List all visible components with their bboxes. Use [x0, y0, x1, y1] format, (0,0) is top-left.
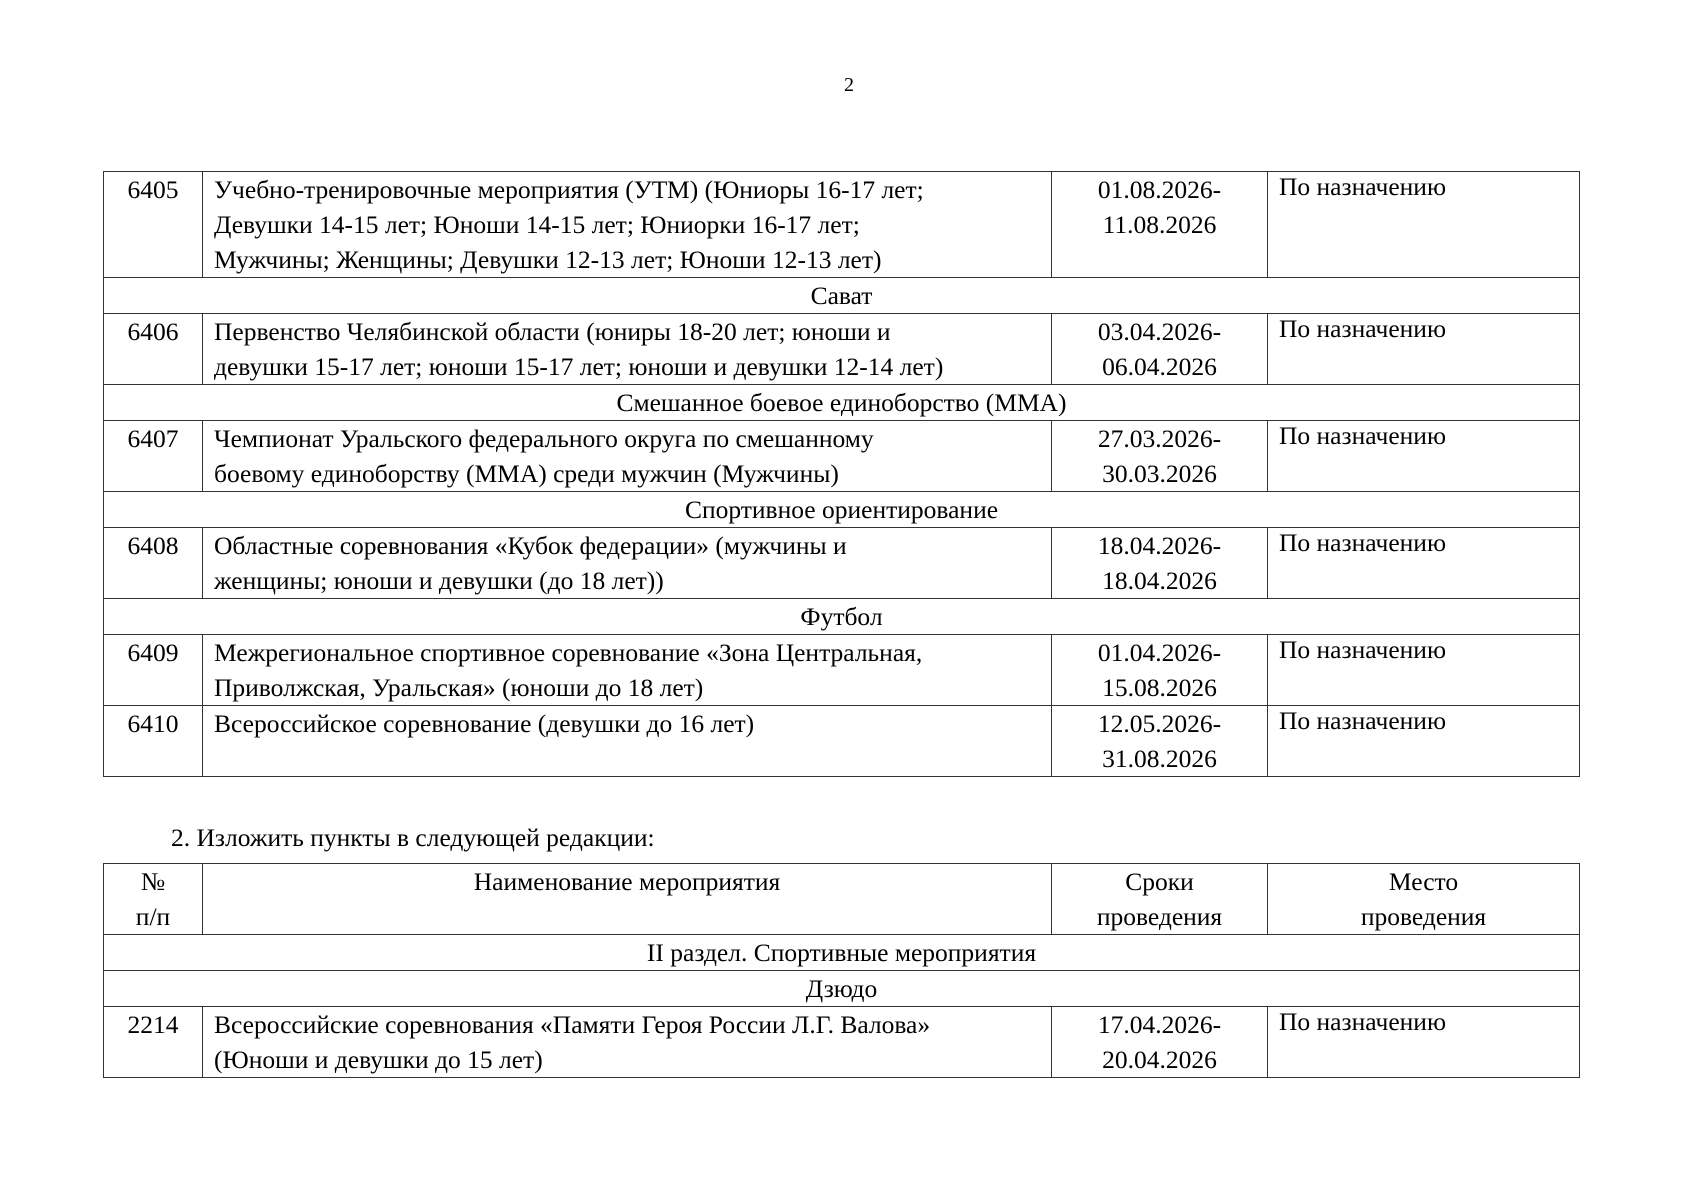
event-place: [1268, 635, 1580, 706]
header-date-line: Сроки: [1125, 867, 1194, 896]
event-name-line: Межрегиональное спортивное соревнование «Зона Центральная,: [214, 638, 923, 667]
event-name-line: Чемпионат Уральского федерального округа по смешанному: [214, 424, 874, 453]
table-row: [104, 528, 1580, 599]
event-dates: [1052, 706, 1268, 777]
section-row: [104, 971, 1580, 1007]
table-row: [104, 421, 1580, 492]
events-table-body: [104, 172, 1580, 777]
event-name: [203, 635, 1052, 706]
event-place-text: По назначению: [1279, 1007, 1447, 1036]
header-place-line: Место: [1388, 867, 1459, 896]
event-dates: [1052, 528, 1268, 599]
event-date-line: 11.08.2026: [1102, 210, 1217, 239]
table-row: [104, 706, 1580, 777]
event-name-line: Девушки 14-15 лет; Юноши 14-15 лет; Юниорки 16-17 лет;: [214, 210, 860, 239]
event-name-line: Первенство Челябинской области (юниры 18-20 лет; юноши и: [214, 317, 891, 346]
event-place-text: По назначению: [1279, 421, 1447, 450]
header-num: [104, 864, 203, 935]
event-number: 6405: [104, 172, 203, 278]
event-name-line: Всероссийское соревнование (девушки до 16 лет): [214, 709, 755, 738]
event-name-line: Мужчины; Женщины; Девушки 12-13 лет; Юноши 12-13 лет): [214, 245, 882, 274]
header-num-line: п/п: [135, 902, 171, 931]
amendment-paragraph: 2. Изложить пункты в следующей редакции:: [171, 823, 655, 852]
event-place-text: По назначению: [1279, 528, 1447, 557]
event-name-line: (Юноши и девушки до 15 лет): [214, 1045, 543, 1074]
event-place: [1268, 421, 1580, 492]
event-name-line: боевому единоборству (ММА) среди мужчин (Мужчины): [214, 459, 839, 488]
amended-events-table: [103, 863, 1580, 1078]
event-number: 6408: [104, 528, 203, 599]
section-row: [104, 492, 1580, 528]
event-place: [1268, 706, 1580, 777]
event-place-text: По назначению: [1279, 172, 1447, 201]
event-number: 6410: [104, 706, 203, 777]
section-row: [104, 278, 1580, 314]
event-name-line: девушки 15-17 лет; юноши 15-17 лет; юноши и девушки 12-14 лет): [214, 352, 944, 381]
section-row: [104, 935, 1580, 971]
event-date-line: 15.08.2026: [1102, 673, 1217, 702]
section-title: Дзюдо: [104, 971, 1580, 1007]
event-date-line: 17.04.2026-: [1097, 1010, 1222, 1039]
table-row: [104, 314, 1580, 385]
event-name: [203, 172, 1052, 278]
header-num-line: №: [140, 867, 166, 896]
section-title: II раздел. Спортивные мероприятия: [104, 935, 1580, 971]
event-dates: [1052, 172, 1268, 278]
event-name: [203, 706, 1052, 777]
event-date-line: 01.08.2026-: [1097, 175, 1222, 204]
table-row: [104, 172, 1580, 278]
event-date-line: 01.04.2026-: [1097, 638, 1222, 667]
table-header-row: [104, 864, 1580, 935]
event-place-text: По назначению: [1279, 635, 1447, 664]
section-row: [104, 599, 1580, 635]
event-name-line: Всероссийские соревнования «Памяти Героя России Л.Г. Валова»: [214, 1010, 931, 1039]
event-place: [1268, 528, 1580, 599]
event-place: [1268, 1007, 1580, 1078]
events-table: [103, 171, 1580, 777]
event-date-line: 18.04.2026-: [1097, 531, 1222, 560]
event-number: 6406: [104, 314, 203, 385]
event-name: [203, 314, 1052, 385]
event-name: [203, 421, 1052, 492]
amended-events-table-body: [104, 935, 1580, 1078]
section-row: [104, 385, 1580, 421]
header-date-line: проведения: [1096, 902, 1223, 931]
event-date-line: 03.04.2026-: [1097, 317, 1222, 346]
event-place-text: По назначению: [1279, 706, 1447, 735]
event-dates: [1052, 1007, 1268, 1078]
table-row: [104, 1007, 1580, 1078]
event-date-line: 27.03.2026-: [1097, 424, 1222, 453]
event-name: [203, 528, 1052, 599]
event-number: 6409: [104, 635, 203, 706]
event-name: [203, 1007, 1052, 1078]
section-title: Спортивное ориентирование: [104, 492, 1580, 528]
event-place-text: По назначению: [1279, 314, 1447, 343]
event-place: [1268, 314, 1580, 385]
section-title: Футбол: [104, 599, 1580, 635]
section-title: Сават: [104, 278, 1580, 314]
event-date-line: 06.04.2026: [1102, 352, 1217, 381]
event-date-line: 12.05.2026-: [1097, 709, 1222, 738]
header-date: [1052, 864, 1268, 935]
event-dates: [1052, 314, 1268, 385]
table-row: [104, 635, 1580, 706]
event-name-line: Учебно-тренировочные мероприятия (УТМ) (Юниоры 16-17 лет;: [214, 175, 924, 204]
event-date-line: 30.03.2026: [1102, 459, 1217, 488]
event-name-line: Областные соревнования «Кубок федерации» (мужчины и: [214, 531, 847, 560]
event-dates: [1052, 421, 1268, 492]
event-dates: [1052, 635, 1268, 706]
event-date-line: 18.04.2026: [1102, 566, 1217, 595]
page-number: 2: [844, 74, 854, 96]
header-place-line: проведения: [1360, 902, 1487, 931]
event-date-line: 31.08.2026: [1102, 744, 1217, 773]
header-place: [1268, 864, 1580, 935]
event-name-line: Приволжская, Уральская» (юноши до 18 лет): [214, 673, 704, 702]
event-number: 6407: [104, 421, 203, 492]
section-title: Смешанное боевое единоборство (ММА): [104, 385, 1580, 421]
event-number: 2214: [104, 1007, 203, 1078]
event-date-line: 20.04.2026: [1102, 1045, 1217, 1074]
event-place: [1268, 172, 1580, 278]
event-name-line: женщины; юноши и девушки (до 18 лет)): [214, 566, 664, 595]
header-name: Наименование мероприятия: [203, 864, 1052, 935]
